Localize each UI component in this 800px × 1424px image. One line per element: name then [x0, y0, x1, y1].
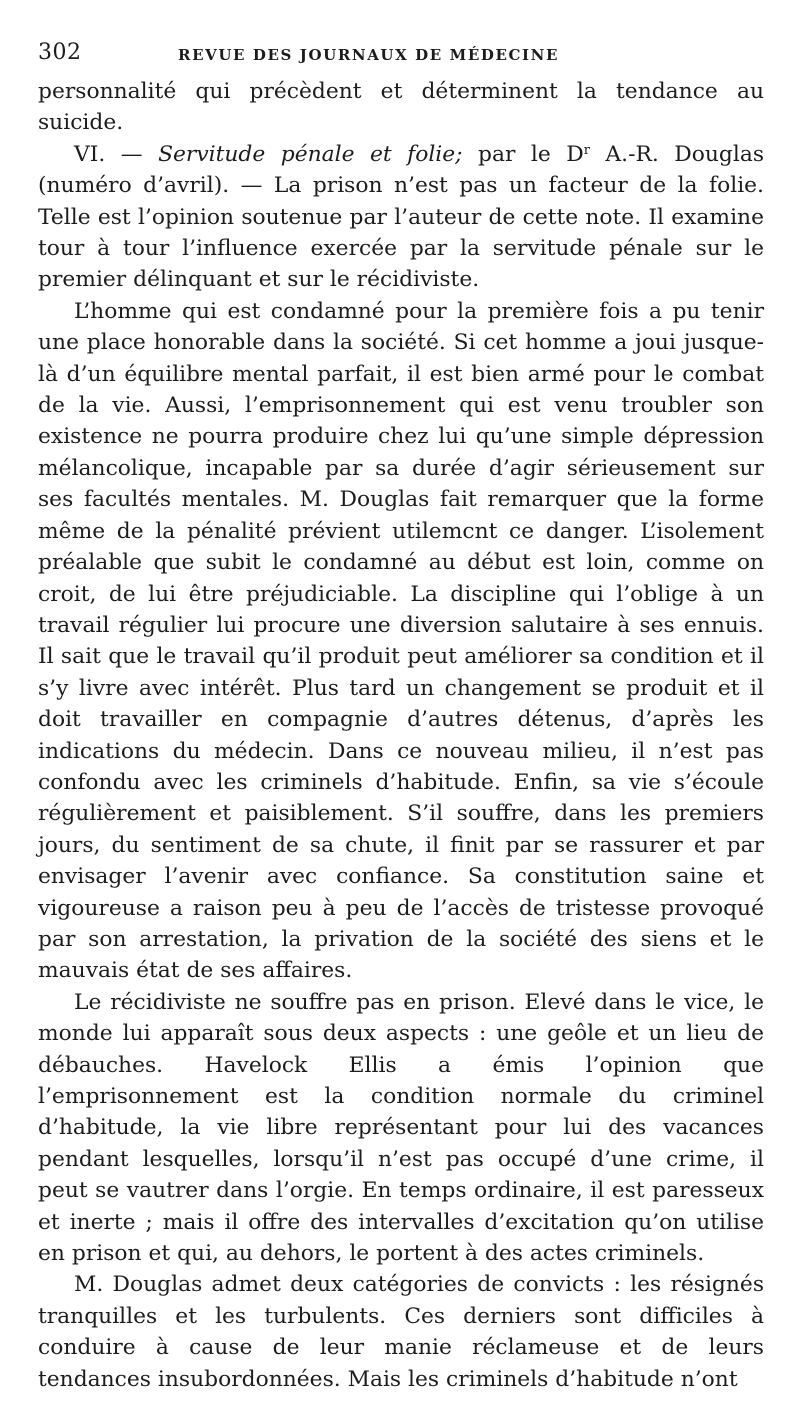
paragraph-convict-categories: M. Douglas admet deux catégories de convicts : les résignés tranquilles et les turbulents. Ces derniers sont difficiles à conduire à cause de leur manie réclameuse et de leurs tendances insubordonnées. Mais les criminels d’habitude n’ont: [38, 1272, 764, 1392]
section-title: Servitude pénale et folie;: [158, 141, 463, 167]
page-number: 302: [38, 40, 82, 65]
section-byline: par le D: [462, 141, 584, 167]
document-page: [38, 36, 764, 1416]
journal-title: REVUE DES JOURNAUX DE MÉDECINE: [178, 46, 560, 64]
section-text: A.-R. Douglas (numéro d’avril). — La prison n’est pas un facteur de la folie. Telle est l’opinion soutenue par l’auteur de cette note. Il examine tour à tour l’influence exercée par la servitude pénale sur le premier délinquant et sur le récidiviste.: [38, 141, 765, 293]
section-paragraph-vi: [38, 139, 764, 296]
paragraph-first-offender: L’homme qui est condamné pour la première fois a pu tenir une place honorable dans la société. Si cet homme a joui jusque-là d’un équilibre mental parfait, il est bien armé pour le combat de la vie. Aussi, l’emprisonnement qui est venu troubler son existence ne pourra produire chez lui qu’une simple dépression mélancolique, incapable par sa durée d’agir sérieusement sur ses facultés mentales. M. Douglas fait remarquer que la forme même de la pénalité prévient utilemcnt ce danger. L’isolement préalable que subit le condamné au début est loin, comme on croit, de lui être préjudiciable. La discipline qui l’oblige à un travail régulier lui procure une diversion salutaire à ses ennuis. Il sait que le travail qu’il produit peut améliorer sa condition et il s’y livre avec intérêt. Plus tard un changement se produit et il doit travailler en compagnie d’autres détenus, d’après les indications du médecin. Dans ce nouveau milieu, il n’est pas confondu avec les criminels d’habitude. Enfin, sa vie s’écoule régulièrement et paisiblement. S’il souffre, dans les premiers jours, du sentiment de sa chute, il finit par se rassurer et par envisager l’avenir avec confiance. Sa constitution saine et vigoureuse a raison peu à peu de l’accès de tristesse provoqué par son arrestation, la privation de la société des siens et le mauvais état de ses affaires.: [38, 298, 764, 984]
body-text: [38, 76, 764, 1395]
doctor-abbrev-sup: r: [583, 142, 590, 158]
running-head: [38, 36, 764, 76]
paragraph-recidivist: Le récidiviste ne souffre pas en prison. Elevé dans le vice, le monde lui apparaît sous deux aspects : une geôle et un lieu de débauches. Havelock Ellis a émis l’opinion que l’emprisonnement est la condition normale du criminel d’habitude, la vie libre représentant pour lui des vacances pendant lesquelles, lorsqu’il n’est pas occupé d’une crime, il peut se vautrer dans l’orgie. En temps ordinaire, il est paresseux et inerte ; mais il offre des intervalles d’excitation qu’on utilise en prison et qui, au dehors, le portent à des actes criminels.: [38, 989, 764, 1267]
section-numeral: VI. —: [74, 141, 159, 167]
continued-paragraph: personnalité qui précèdent et déterminent la tendance au suicide.: [38, 79, 764, 136]
